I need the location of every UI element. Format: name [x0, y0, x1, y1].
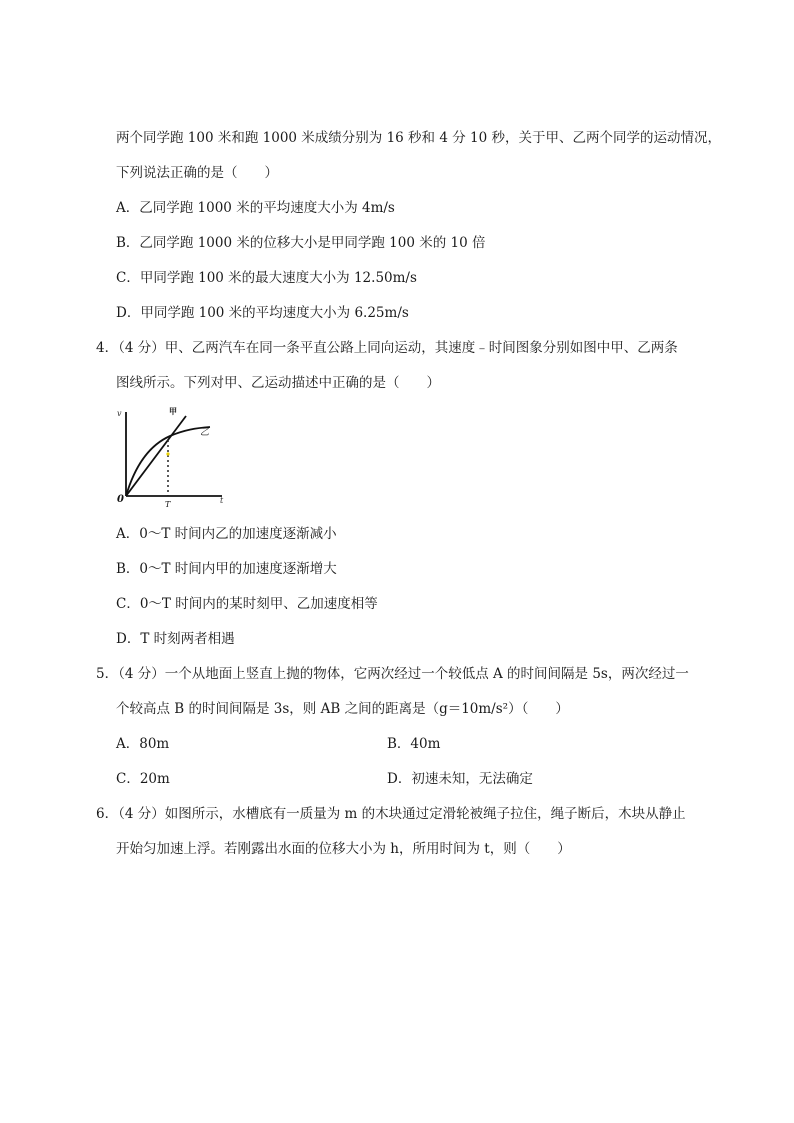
line-jia: [126, 416, 186, 496]
origin-label: 0: [117, 494, 124, 505]
q4-option-d: D．T 时刻两者相遇: [116, 631, 235, 647]
q4-stem-line1: 4．（4 分）甲、乙两汽车在同一条平直公路上同向运动，其速度﹣时间图象分别如图中甲、乙两条: [96, 340, 678, 356]
q3-option-c: C．甲同学跑 100 米的最大速度大小为 12.50m/s: [116, 270, 417, 286]
q3-option-a: A．乙同学跑 1000 米的平均速度大小为 4m/s: [116, 200, 395, 216]
highlight-dot: [166, 452, 169, 455]
q4-option-b: B．0～T 时间内甲的加速度逐渐增大: [116, 561, 337, 577]
velocity-time-graph: [114, 404, 232, 510]
q4-option-a: A．0～T 时间内乙的加速度逐渐减小: [116, 526, 337, 542]
q3-stem-line1: 两个同学跑 100 米和跑 1000 米成绩分别为 16 秒和 4 分 10 秒，关于甲、乙两个同学的运动情况，: [116, 130, 721, 146]
q5-option-c: C．20m: [116, 771, 170, 787]
q3-stem-line2: 下列说法正确的是（ ）: [116, 165, 278, 181]
q6-stem-line1: 6．（4 分）如图所示，水槽底有一质量为 m 的木块通过定滑轮被绳子拉住，绳子断后，木块从静止: [96, 806, 686, 822]
q5-stem-line2: 个较高点 B 的时间间隔是 3s，则 AB 之间的距离是（g＝10m/s²）（ ）: [116, 701, 569, 717]
line-jia-label: 甲: [169, 406, 177, 416]
q4-stem-line2: 图线所示。下列对甲、乙运动描述中正确的是（ ）: [116, 375, 440, 391]
q3-option-d: D．甲同学跑 100 米的平均速度大小为 6.25m/s: [116, 305, 409, 321]
q3-option-b: B．乙同学跑 1000 米的位移大小是甲同学跑 100 米的 10 倍: [116, 235, 486, 251]
q5-stem-line1: 5．（4 分）一个从地面上竖直上抛的物体，它两次经过一个较低点 A 的时间间隔是 5s，两次经过一: [96, 666, 689, 682]
q5-option-b: B．40m: [387, 736, 441, 752]
v-axis-label: v: [117, 409, 122, 418]
q5-option-a: A．80m: [116, 736, 170, 752]
line-yi-label: 乙: [200, 428, 210, 438]
t-label: T: [165, 500, 171, 509]
q6-stem-line2: 开始匀加速上浮。若刚露出水面的位移大小为 h，所用时间为 t，则（ ）: [116, 841, 571, 857]
t-axis-label: t: [220, 496, 224, 505]
q4-option-c: C．0～T 时间内的某时刻甲、乙加速度相等: [116, 596, 378, 612]
q5-option-d: D．初速未知，无法确定: [387, 771, 533, 787]
